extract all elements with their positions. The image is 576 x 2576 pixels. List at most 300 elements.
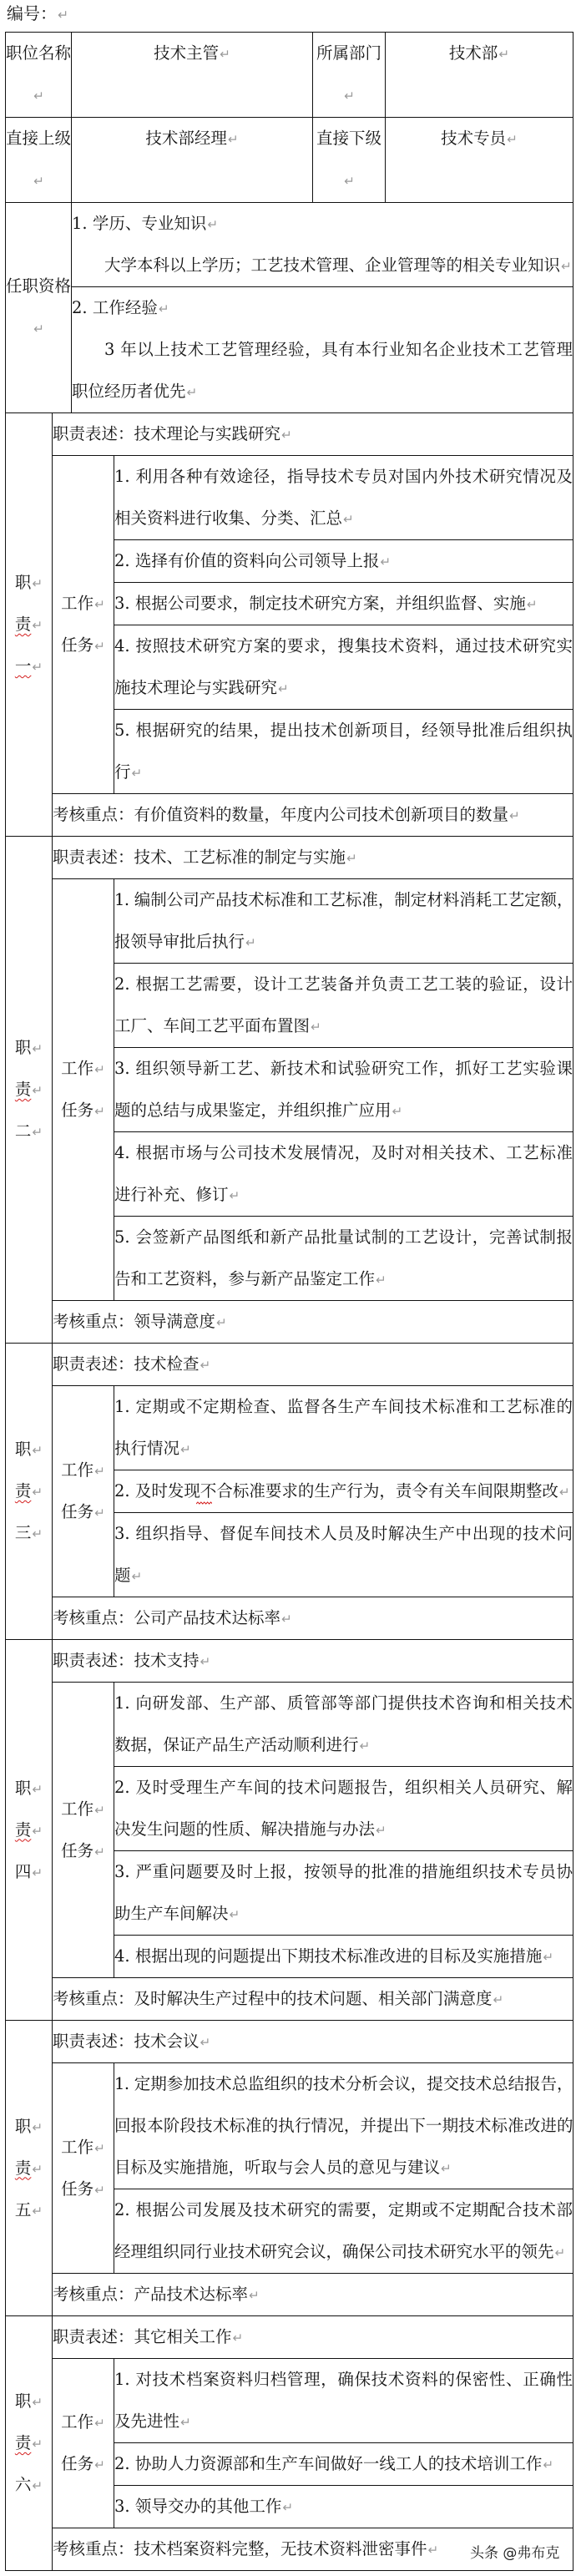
paragraph-mark-icon: ↵ xyxy=(229,1188,240,1203)
paragraph-mark-icon: ↵ xyxy=(245,935,256,950)
duty-5-kpi xyxy=(53,2274,573,2316)
kpi-label: 考核重点： xyxy=(53,2285,134,2304)
qualification-row-2 xyxy=(6,287,573,413)
description-label: 职责表述： xyxy=(53,1651,134,1670)
description-text: 技术会议 xyxy=(134,2032,200,2051)
paragraph-mark-icon: ↵ xyxy=(249,2288,260,2303)
position-name-label xyxy=(6,33,72,118)
duty-5-kpi-row xyxy=(6,2274,573,2316)
task-line xyxy=(114,498,573,539)
duty-4-kpi xyxy=(53,1978,573,2021)
duty-1-kpi-row xyxy=(6,794,573,837)
task-line xyxy=(114,1893,573,1935)
paragraph-mark-icon: ↵ xyxy=(33,89,44,104)
paragraph-mark-icon: ↵ xyxy=(32,1125,43,1140)
duty-label-char xyxy=(6,645,52,687)
task-line: 回报本阶段技术标准的执行情况，并提出下一期技术标准改进的 xyxy=(114,2116,573,2135)
paragraph-mark-icon: ↵ xyxy=(32,2395,43,2410)
description-text: 技术理论与实践研究 xyxy=(134,424,281,443)
task-text: 2. 协助人力资源部和生产车间做好一线工人的技术培训工作 xyxy=(114,2454,543,2473)
task-text: 及先进性 xyxy=(114,2412,180,2431)
paragraph-mark-icon: ↵ xyxy=(32,1041,43,1056)
task-item xyxy=(114,964,573,1048)
char-text: 职 xyxy=(14,1440,32,1459)
task-line xyxy=(114,2486,573,2528)
description-label: 职责表述： xyxy=(53,2032,134,2051)
paragraph-mark-icon: ↵ xyxy=(186,385,198,400)
paragraph-mark-icon: ↵ xyxy=(558,1485,570,1500)
task-line xyxy=(114,1258,573,1300)
duty-label-char xyxy=(6,2464,52,2506)
paragraph-mark-icon: ↵ xyxy=(507,132,518,147)
char-text: 职 xyxy=(14,1038,32,1057)
kpi-text: 及时解决生产过程中的技术问题、相关部门满意度 xyxy=(134,1989,493,2008)
label-text: 任职资格 xyxy=(6,276,72,296)
char-text: 三 xyxy=(14,1523,32,1542)
task-line xyxy=(114,2147,573,2189)
body-text: 职位经历者优先 xyxy=(72,382,186,401)
task-item xyxy=(114,1048,573,1132)
paragraph-mark-icon: ↵ xyxy=(32,2203,43,2219)
paragraph-mark-icon: ↵ xyxy=(311,1020,321,1035)
task-text: 目标及实施措施，听取与会人员的意见与建议 xyxy=(114,2158,441,2177)
paragraph-mark-icon: ↵ xyxy=(392,1104,403,1119)
task-item xyxy=(114,1851,573,1936)
paragraph-mark-icon: ↵ xyxy=(232,2331,244,2346)
char-text: 责 xyxy=(14,2433,32,2452)
heading-text: 1. 学历、专业知识 xyxy=(72,214,207,233)
label-text: 任务 xyxy=(61,635,94,655)
header-row-position xyxy=(6,33,573,118)
paragraph-mark-icon: ↵ xyxy=(94,1802,105,1818)
task-item xyxy=(114,1513,573,1597)
duty-4-description xyxy=(53,1640,573,1683)
duty-label-char xyxy=(6,1851,52,1893)
duty-label-char xyxy=(6,2422,52,2464)
paragraph-mark-icon: ↵ xyxy=(180,2415,191,2430)
superior-label xyxy=(6,118,72,203)
paragraph-mark-icon: ↵ xyxy=(441,2161,452,2176)
task-label-line xyxy=(53,1090,114,1131)
kpi-label: 考核重点： xyxy=(53,2539,134,2558)
task-text: 助生产车间解决 xyxy=(114,1904,229,1923)
task-line: 1. 编制公司产品技术标准和工艺标准，制定材料消耗工艺定额， xyxy=(114,890,573,909)
task-line xyxy=(114,1724,573,1766)
task-label-line xyxy=(53,625,114,666)
duty-3-description-row xyxy=(6,1344,573,1386)
paragraph-mark-icon: ↵ xyxy=(281,1612,292,1627)
task-text: 相关资料进行收集、分类、汇总 xyxy=(114,509,343,528)
paragraph-mark-icon: ↵ xyxy=(380,554,392,569)
subordinate-label xyxy=(313,118,386,203)
paragraph-mark-icon: ↵ xyxy=(32,618,43,633)
paragraph-mark-icon: ↵ xyxy=(131,766,143,781)
paragraph-mark-icon: ↵ xyxy=(281,428,292,443)
task-line xyxy=(114,1470,573,1512)
task-text: 施技术理论与实践研究 xyxy=(114,678,278,697)
kpi-label: 考核重点： xyxy=(53,805,134,824)
duty-label-char xyxy=(6,2148,52,2189)
label-text: 所属部门 xyxy=(316,43,382,63)
paragraph-mark-icon: ↵ xyxy=(94,1464,105,1479)
value-text: 技术主管 xyxy=(154,43,220,63)
work-tasks-label xyxy=(53,879,114,1301)
task-line: 3. 严重问题要及时上报，按领导的批准的措施组织技术专员协 xyxy=(114,1862,573,1881)
task-item xyxy=(114,879,573,964)
char-text: 六 xyxy=(14,2475,32,2494)
paragraph-mark-icon: ↵ xyxy=(33,321,44,337)
paragraph-mark-icon: ↵ xyxy=(227,132,239,147)
task-text: 进行补充、修订 xyxy=(114,1185,229,1204)
task-line: 5. 会签新产品图纸和新产品批量试制的工艺设计，完善试制报 xyxy=(114,1227,573,1247)
task-line: 4. 按照技术研究方案的要求，搜集技术资料，通过技术研究实 xyxy=(114,636,573,655)
duty-2-description xyxy=(53,837,573,879)
description-text: 技术支持 xyxy=(134,1651,200,1670)
paragraph-mark-icon: ↵ xyxy=(158,301,169,316)
description-label: 职责表述： xyxy=(53,2327,134,2346)
task-item xyxy=(114,710,573,794)
task-item xyxy=(114,1217,573,1301)
task-line xyxy=(114,1809,573,1850)
duty-1-task-row xyxy=(6,456,573,540)
paragraph-mark-icon: ↵ xyxy=(94,1844,105,1860)
paragraph-mark-icon: ↵ xyxy=(543,2457,554,2472)
paragraph-mark-icon: ↵ xyxy=(94,2182,105,2198)
duty-3-kpi xyxy=(53,1597,573,1640)
paragraph-mark-icon: ↵ xyxy=(32,1823,43,1839)
description-line xyxy=(53,837,573,878)
description-line xyxy=(53,2021,573,2062)
document-number-label xyxy=(7,2,68,27)
paragraph-mark-icon: ↵ xyxy=(561,259,572,274)
duty-label-char xyxy=(6,1470,52,1512)
duty-label-char xyxy=(6,1809,52,1851)
kpi-label: 考核重点： xyxy=(53,1608,134,1627)
work-tasks-label xyxy=(53,1683,114,1978)
kpi-line xyxy=(53,1597,573,1639)
work-tasks-label xyxy=(53,1386,114,1597)
task-item xyxy=(114,456,573,540)
task-item xyxy=(114,1767,573,1851)
description-line xyxy=(53,2316,573,2358)
paragraph-mark-icon: ↵ xyxy=(32,1083,43,1098)
paragraph-mark-icon: ↵ xyxy=(32,1443,43,1458)
subordinate-value xyxy=(386,118,573,203)
task-line xyxy=(114,1090,573,1131)
task-item xyxy=(114,1936,573,1978)
label-text: 工作 xyxy=(61,1799,94,1819)
task-line: 2. 根据公司发展及技术研究的需要，定期或不定期配合技术部 xyxy=(114,2200,573,2219)
task-line xyxy=(114,2401,573,2442)
task-label-line xyxy=(53,2443,114,2485)
kpi-label: 考核重点： xyxy=(53,1989,134,2008)
duty-5-description-row xyxy=(6,2021,573,2063)
duty-label-char xyxy=(6,2106,52,2148)
paragraph-mark-icon: ↵ xyxy=(526,597,538,612)
char-text: 职 xyxy=(14,1778,32,1798)
paragraph-mark-icon: ↵ xyxy=(94,1104,105,1119)
kpi-text: 有价值资料的数量，年度内公司技术创新项目的数量 xyxy=(134,805,509,824)
kpi-line xyxy=(53,1978,573,2020)
job-description-table xyxy=(5,32,573,2571)
duty-label-char xyxy=(6,1429,52,1470)
duty-label-char xyxy=(6,1768,52,1809)
kpi-label: 考核重点： xyxy=(53,1312,134,1331)
qualification-heading xyxy=(72,203,573,245)
duty-4-kpi-row xyxy=(6,1978,573,2021)
spellcheck-underline-icon xyxy=(196,1501,213,1505)
duty-label-char xyxy=(6,604,52,645)
task-line xyxy=(114,667,573,709)
paragraph-mark-icon: ↵ xyxy=(58,8,69,23)
work-tasks-label xyxy=(53,2359,114,2528)
char-text: 责 xyxy=(14,1080,32,1099)
value-text: 技术专员 xyxy=(441,129,507,148)
task-line xyxy=(114,1555,573,1597)
paragraph-mark-icon: ↵ xyxy=(32,1781,43,1797)
duty-1-label xyxy=(6,413,53,837)
paragraph-mark-icon: ↵ xyxy=(131,1569,143,1584)
qualification-body-line xyxy=(72,245,573,286)
paragraph-mark-icon: ↵ xyxy=(32,2119,43,2135)
paragraph-mark-icon: ↵ xyxy=(282,2500,294,2515)
task-line: 2. 及时受理生产车间的技术问题报告，组织相关人员研究、解 xyxy=(114,1778,573,1797)
paragraph-mark-icon: ↵ xyxy=(33,174,44,189)
task-line: 4. 根据市场与公司技术发展情况，及时对相关技术、工艺标准 xyxy=(114,1143,573,1162)
label-text: 工作 xyxy=(61,1460,94,1480)
paragraph-mark-icon: ↵ xyxy=(498,47,510,62)
task-item xyxy=(114,1683,573,1767)
task-line xyxy=(114,540,573,582)
task-text: 题 xyxy=(114,1566,131,1585)
duty-6-description-row xyxy=(6,2316,573,2359)
task-item xyxy=(114,2443,573,2486)
task-text: 3. 领导交办的其他工作 xyxy=(114,2497,282,2516)
paragraph-mark-icon: ↵ xyxy=(94,2140,105,2156)
task-label-line xyxy=(53,2169,114,2210)
duty-6-task-row xyxy=(6,2359,573,2443)
task-line xyxy=(114,583,573,625)
task-text: 经理组织同行业技术研究会议，确保公司技术研究水平的领先 xyxy=(114,2242,554,2261)
label-text: 任务 xyxy=(61,1502,94,1521)
duty-label-char xyxy=(6,1027,52,1069)
paragraph-mark-icon: ↵ xyxy=(376,1823,387,1838)
char-text: 一 xyxy=(14,656,32,676)
task-line: 5. 根据研究的结果，提出技术创新项目，经领导批准后组织执 xyxy=(114,721,573,740)
kpi-text: 技术档案资料完整，无技术资料泄密事件 xyxy=(134,2539,427,2558)
task-item xyxy=(114,1132,573,1217)
label-text: 职位名称 xyxy=(6,43,72,63)
description-line xyxy=(53,1344,573,1385)
duty-1-description xyxy=(53,413,573,456)
char-text: 职 xyxy=(14,2391,32,2411)
duty-2-description-row xyxy=(6,837,573,879)
label-text: 直接下级 xyxy=(316,129,382,148)
description-text: 技术、工艺标准的制定与实施 xyxy=(134,848,346,867)
duty-5-description xyxy=(53,2021,573,2063)
duty-6-description xyxy=(53,2316,573,2359)
task-item xyxy=(114,583,573,625)
duty-4-label xyxy=(6,1640,53,2021)
duty-5-label xyxy=(6,2021,53,2316)
paragraph-mark-icon: ↵ xyxy=(344,89,355,104)
paragraph-mark-icon: ↵ xyxy=(94,1506,105,1521)
duty-2-label xyxy=(6,837,53,1344)
paragraph-mark-icon: ↵ xyxy=(94,2416,105,2431)
task-item xyxy=(114,625,573,710)
qualification-experience xyxy=(72,287,573,413)
task-text: 执行情况 xyxy=(114,1439,180,1458)
paragraph-mark-icon: ↵ xyxy=(200,1654,211,1669)
paragraph-mark-icon: ↵ xyxy=(493,1992,504,2007)
paragraph-mark-icon: ↵ xyxy=(343,512,354,527)
kpi-line xyxy=(53,2274,573,2315)
paragraph-mark-icon: ↵ xyxy=(200,1358,211,1373)
duty-1-kpi xyxy=(53,794,573,837)
paragraph-mark-icon: ↵ xyxy=(94,639,105,654)
task-line xyxy=(114,2443,573,2485)
paragraph-mark-icon: ↵ xyxy=(180,1442,191,1457)
task-text: 3. 根据公司要求，制定技术研究方案，并组织监督、实施 xyxy=(114,594,526,613)
task-line xyxy=(114,2231,573,2273)
paragraph-mark-icon: ↵ xyxy=(32,2437,43,2452)
task-label-line xyxy=(53,2127,114,2169)
task-item xyxy=(114,1386,573,1470)
duty-3-task-row xyxy=(6,1386,573,1470)
kpi-line xyxy=(53,794,573,836)
kpi-text: 公司产品技术达标率 xyxy=(134,1608,281,1627)
paragraph-mark-icon: ↵ xyxy=(32,2478,43,2493)
work-tasks-label xyxy=(53,2063,114,2274)
char-text: 二 xyxy=(14,1121,32,1141)
duty-3-kpi-row xyxy=(6,1597,573,1640)
task-label-line xyxy=(53,2401,114,2443)
task-line xyxy=(114,752,573,793)
task-line xyxy=(114,1428,573,1470)
watermark: 头条 @弗布克 xyxy=(470,2545,560,2562)
label-text: 直接上级 xyxy=(6,129,72,148)
label-text: 任务 xyxy=(61,2454,94,2473)
task-item xyxy=(114,2359,573,2443)
document-number-text: 编号： xyxy=(7,3,57,23)
char-text: 责 xyxy=(14,1819,32,1840)
task-line: 1. 利用各种有效途径，指导技术专员对国内外技术研究情况及 xyxy=(114,467,573,486)
header-row-reporting xyxy=(6,118,573,203)
label-text: 工作 xyxy=(61,2137,94,2157)
qualifications-label xyxy=(6,203,72,413)
task-line: 3. 组织指导、督促车间技术人员及时解决生产中出现的技术问 xyxy=(114,1524,573,1543)
char-text: 五 xyxy=(14,2199,32,2219)
duty-4-task-row xyxy=(6,1683,573,1767)
paragraph-mark-icon: ↵ xyxy=(278,681,289,696)
task-item xyxy=(114,540,573,583)
qualification-heading xyxy=(72,287,573,329)
duty-2-task-row xyxy=(6,879,573,964)
paragraph-mark-icon: ↵ xyxy=(216,1315,227,1330)
char-text: 责 xyxy=(14,615,32,634)
task-text: 行 xyxy=(114,762,131,782)
paragraph-mark-icon: ↵ xyxy=(207,217,219,232)
duty-label-char xyxy=(6,1512,52,1554)
duty-2-kpi xyxy=(53,1301,573,1344)
body-text: 大学本科以上学历；工艺技术管理、企业管理等的相关专业知识 xyxy=(104,256,561,275)
char-text: 职 xyxy=(14,2116,32,2136)
task-line xyxy=(114,921,573,963)
task-label-line xyxy=(53,1450,114,1491)
task-line xyxy=(114,1174,573,1216)
value-text: 技术部经理 xyxy=(145,129,227,148)
task-item xyxy=(114,2189,573,2274)
task-item xyxy=(114,1470,573,1513)
paragraph-mark-icon: ↵ xyxy=(427,2543,439,2558)
paragraph-mark-icon: ↵ xyxy=(376,1273,387,1288)
paragraph-mark-icon: ↵ xyxy=(94,597,105,612)
duty-label-char xyxy=(6,562,52,604)
char-text: 职 xyxy=(14,573,32,592)
duty-3-description xyxy=(53,1344,573,1386)
task-label-line xyxy=(53,1830,114,1872)
work-tasks-label xyxy=(53,456,114,794)
paragraph-mark-icon: ↵ xyxy=(543,1950,554,1965)
paragraph-mark-icon: ↵ xyxy=(32,1526,43,1541)
paragraph-mark-icon: ↵ xyxy=(200,2035,211,2050)
paragraph-mark-icon: ↵ xyxy=(344,174,355,189)
task-item xyxy=(114,2486,573,2528)
duty-label-char xyxy=(6,2189,52,2231)
task-line: 1. 定期或不定期检查、监督各生产车间技术标准和工艺标准的 xyxy=(114,1397,573,1416)
label-text: 任务 xyxy=(61,2179,94,2199)
task-text: 2. 选择有价值的资料向公司领导上报 xyxy=(114,551,380,570)
kpi-line xyxy=(53,1301,573,1343)
task-line xyxy=(114,1936,573,1977)
label-text: 工作 xyxy=(61,2412,94,2432)
task-line xyxy=(114,1005,573,1047)
duty-2-kpi-row xyxy=(6,1301,573,1344)
paragraph-mark-icon: ↵ xyxy=(32,1485,43,1500)
paragraph-mark-icon: ↵ xyxy=(94,1062,105,1077)
paragraph-mark-icon: ↵ xyxy=(32,2161,43,2177)
value-text: 技术部 xyxy=(448,43,498,63)
duty-label-char xyxy=(6,1069,52,1111)
position-name-value xyxy=(72,33,313,118)
qualification-row-1 xyxy=(6,203,573,287)
description-label: 职责表述： xyxy=(53,1354,134,1374)
label-text: 工作 xyxy=(61,594,94,613)
task-text: 报领导审批后执行 xyxy=(114,932,245,951)
task-line: 1. 向研发部、生产部、质管部等部门提供技术咨询和相关技术 xyxy=(114,1693,573,1713)
qualification-body-line xyxy=(72,371,573,412)
paragraph-mark-icon: ↵ xyxy=(554,2245,566,2260)
task-text: 2. 及时发现不合标准要求的生产行为，责令有关车间限期整改 xyxy=(114,1481,558,1501)
task-label-line xyxy=(53,1048,114,1090)
char-text: 责 xyxy=(14,2158,32,2178)
char-text: 四 xyxy=(14,1861,32,1881)
description-text: 技术检查 xyxy=(134,1354,200,1374)
task-label-line xyxy=(53,1491,114,1533)
duty-3-label xyxy=(6,1344,53,1640)
task-item xyxy=(114,2063,573,2189)
duty-4-description-row xyxy=(6,1640,573,1683)
paragraph-mark-icon: ↵ xyxy=(229,1907,240,1922)
paragraph-mark-icon: ↵ xyxy=(32,1865,43,1880)
char-text: 责 xyxy=(14,1481,32,1501)
paragraph-mark-icon: ↵ xyxy=(32,660,43,675)
paragraph-mark-icon: ↵ xyxy=(94,2457,105,2472)
duty-label-char xyxy=(6,2381,52,2422)
description-line xyxy=(53,1640,573,1682)
task-line: 3. 组织领导新工艺、新技术和试验研究工作，抓好工艺实验课 xyxy=(114,1059,573,1078)
label-text: 任务 xyxy=(61,1101,94,1120)
